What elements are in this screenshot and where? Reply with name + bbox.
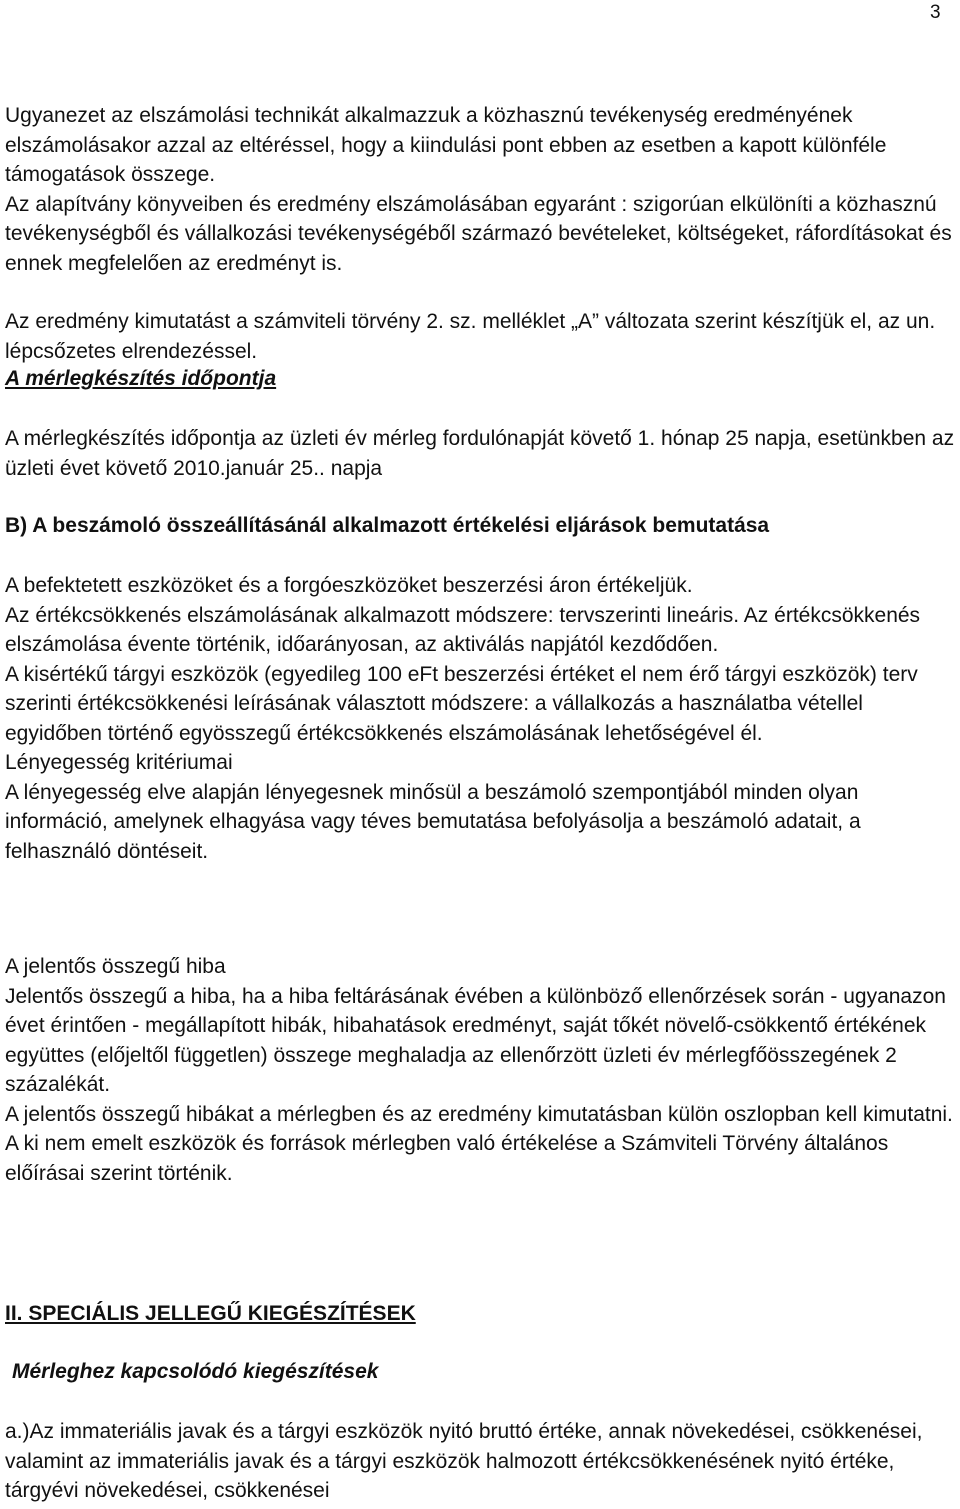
paragraph-significant-error: A jelentős összegű hiba Jelentős összegű a hiba, ha a hiba feltárásának évében a különböző ellenőrzések során - ugyanazon évet érintően - megállapított hibák, hibahatások eredményt, saját tőkét növelő-csökkentő értékének együttes (előjeltől független) összege meghaladja az ellenőrzött üzleti év mérlegfőösszegének 2 százalékát. A jelentős összegű hibákat a mérlegben és az eredmény kimutatásban külön oszlopban kell kimutatni. A ki nem emelt eszközök és források mérlegben való értékelése a Számviteli Törvény általános előírásai szerint történik.: [5, 955, 953, 1185]
heading-balance-supplements: Mérleghez kapcsolódó kiegészítések: [12, 1360, 379, 1383]
page-number: 3: [930, 2, 941, 23]
paragraph-valuation: A befektetett eszközöket és a forgóeszközöket beszerzési áron értékeljük. Az értékcsökkenés elszámolásának alkalmazott módszere: tervszerinti lineáris. Az értékcsökkenés elszámolása évente történik, időarányosan, az aktiválás napjától kezdődően. A kisértékű tárgyi eszközök (egyedileg 100 eFt beszerzési értéket el nem érő tárgyi eszközök) terv szerinti értékcsökkenési leírásának választott módszere: a vállalkozás a használatba vétellel egyidőben történő egyösszegű értékcsökkenés elszámolásának lehetőségével él. Lényegesség kritériumai A lényegesség elve alapján lényegesnek minősül a beszámoló szempontjából minden olyan információ, amelynek elhagyása vagy téves bemutatása befolyásolja a beszámoló adatait, a felhasználó döntéseit.: [5, 574, 921, 863]
heading-balance-date: A mérlegkészítés időpontja: [5, 367, 277, 390]
paragraph-accounting-technique: Ugyanezet az elszámolási technikát alkalmazzuk a közhasznú tevékenység eredményének elszámolásakor azzal az eltéréssel, hogy a kiindulási pont ebben az esetben a kapott különféle támogatások összege. Az alapítvány könyveiben és eredmény elszámolásában egyaránt : szigorúan elkülöníti a közhasznú tevékenységből és vállalkozási tevékenységéből származó bevételeket, költségeket, ráfordításokat és ennek megfelelően az eredményt is.: [5, 104, 952, 275]
heading-valuation-methods: B) A beszámoló összeállításánál alkalmazott értékelési eljárások bemutatása: [5, 514, 770, 537]
paragraph-income-statement: Az eredmény kimutatást a számviteli törvény 2. sz. melléklet „A” változata szerint készítjük el, az un. lépcsőzetes elrendezéssel.: [5, 310, 936, 363]
paragraph-intangible-assets: a.)Az immateriális javak és a tárgyi eszközök nyitó bruttó értéke, annak növekedései, csökkenései, valamint az immateriális javak és a tárgyi eszközök halmozott értékcsökkenésének nyitó értéke, tárgyévi növekedései, csökkenései: [5, 1420, 923, 1502]
paragraph-balance-date: A mérlegkészítés időpontja az üzleti év mérleg fordulónapját követő 1. hónap 25 napja, esetünkben az üzleti évet követő 2010.január 25.. napja: [5, 427, 955, 480]
heading-special-supplements: II. SPECIÁLIS JELLEGŰ KIEGÉSZÍTÉSEK: [5, 1302, 416, 1325]
